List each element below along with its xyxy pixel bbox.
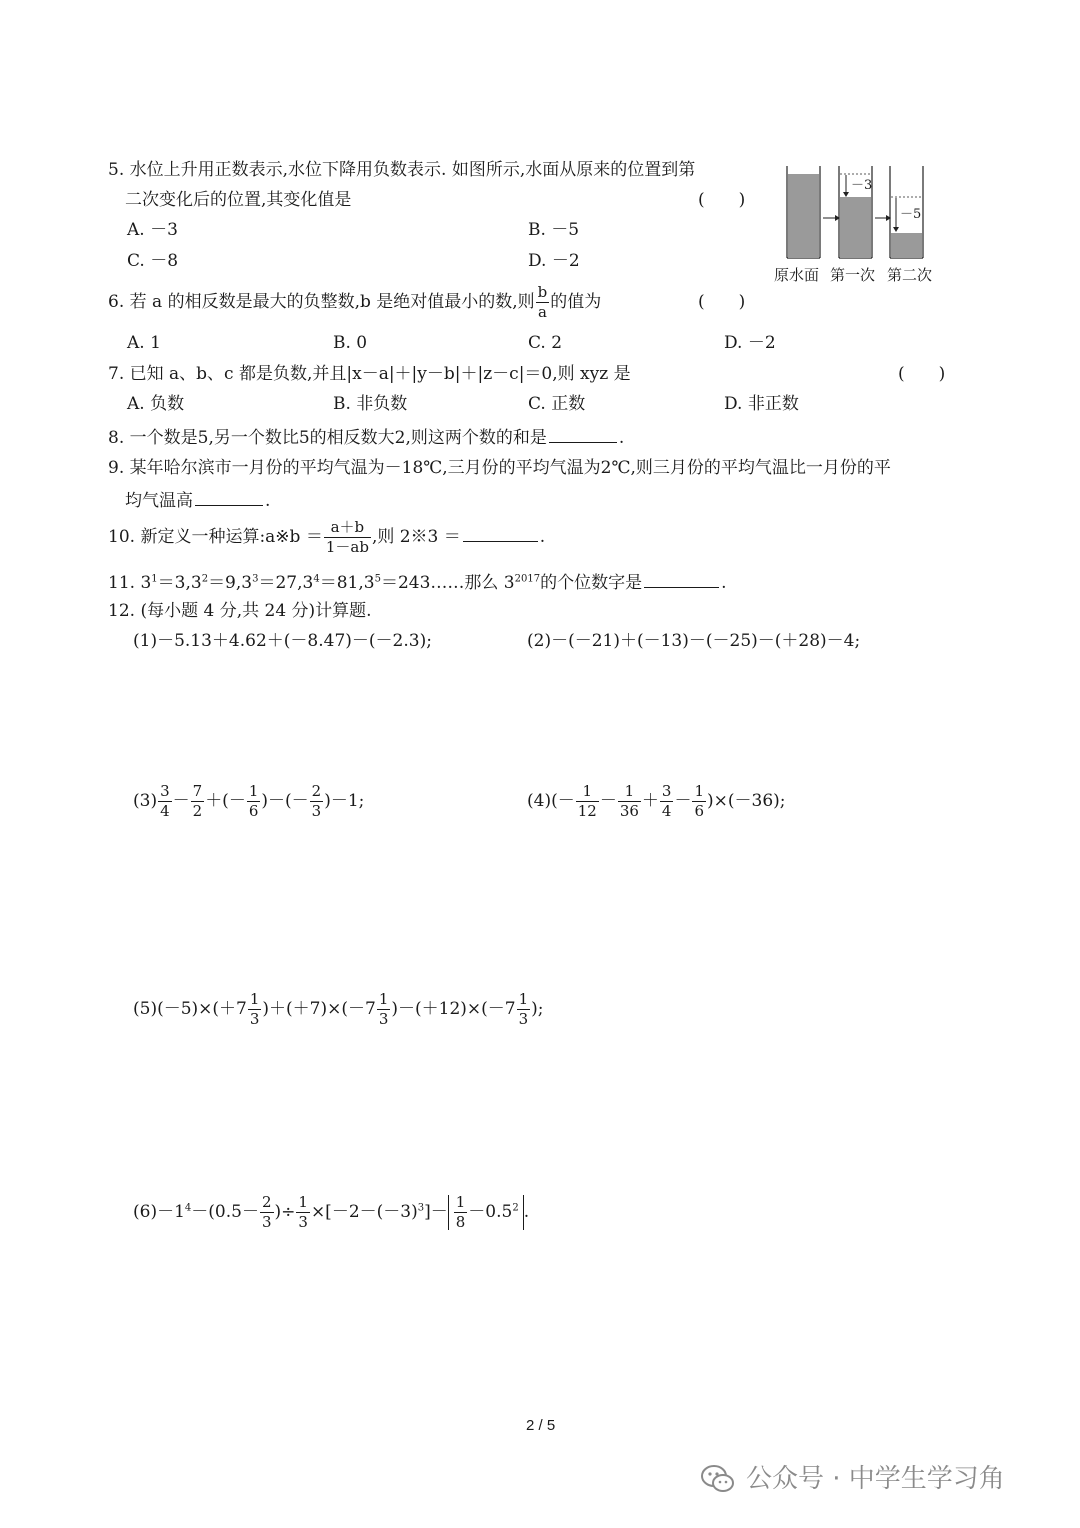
p5-frac-1 (248, 992, 262, 1027)
q6-option-d: D. －2 (724, 333, 776, 353)
q5-option-c: C. －8 (127, 251, 179, 271)
p4-frac-1 (576, 784, 599, 819)
p6-exp-2: 3 (417, 1202, 425, 1214)
p3-f3-den: 6 (248, 802, 259, 820)
figure-label-second: 第二次 (887, 266, 933, 284)
p5-text-1: (5)(－5)×(＋7 (133, 999, 247, 1019)
q12-part3 (133, 784, 364, 819)
figure-delta1: －3 (851, 178, 873, 193)
p3-frac-4 (310, 784, 324, 819)
p5-text-2: )＋(＋7)×(－7 (262, 999, 376, 1019)
q7-stem: 7. 已知 a、b、c 都是负数,并且|x－a|＋|y－b|＋|z－c|＝0,则 xyz 是 (108, 364, 631, 384)
q5-line1: 5. 水位上升用正数表示,水位下降用负数表示. 如图所示,水面从原来的位置到第 (108, 160, 696, 180)
p6-text-7: . (523, 1202, 530, 1222)
p6-f3-num: 1 (455, 1193, 466, 1211)
p5-f3-den: 3 (518, 1010, 529, 1028)
figure-delta2: －5 (900, 207, 922, 222)
q5-answer-paren: ( ) (698, 190, 746, 210)
wechat-icon (700, 1464, 736, 1494)
p4-f2-num: 1 (618, 784, 641, 802)
q11-exp-2: 2 (201, 573, 209, 585)
p6-f1-den: 3 (261, 1213, 272, 1231)
q10-stem-post: . (539, 527, 546, 547)
p5-text-4: ); (531, 999, 544, 1019)
p3-frac-3 (247, 784, 261, 819)
p4-frac-2 (618, 784, 641, 819)
q9-line1: 9. 某年哈尔滨市一月份的平均气温为－18℃,三月份的平均气温为2℃,则三月份的平均气温比一月份的平 (108, 458, 891, 478)
q10-fraction (324, 520, 371, 555)
q11-text-2: ＝3,3 (157, 573, 202, 593)
p5-frac-2 (377, 992, 391, 1027)
q6-option-a: A. 1 (127, 333, 161, 353)
q11-exp-5: 5 (374, 573, 381, 585)
figure-label-original: 原水面 (774, 266, 820, 284)
p5-f1-den: 3 (249, 1010, 260, 1028)
q11-text-6: ＝243……那么 3 (380, 573, 515, 593)
q10-answer-blank[interactable] (463, 526, 538, 542)
figure-label-first: 第一次 (830, 266, 876, 284)
q5-line2: 二次变化后的位置,其变化值是 (125, 190, 352, 210)
p3-op-3: )－(－ (261, 791, 309, 811)
q6-fraction (536, 285, 550, 320)
p3-frac-1 (158, 784, 172, 819)
q5-option-a: A. －3 (127, 220, 178, 240)
p5-text-3: )－(＋12)×(－7 (391, 999, 516, 1019)
q11-text-3: ＝9,3 (208, 573, 253, 593)
p6-text-6: －0.5 (468, 1202, 513, 1222)
p4-op-3: － (674, 791, 692, 811)
p3-f2-num: 7 (192, 782, 203, 800)
p6-exp-1: 4 (184, 1202, 192, 1214)
p3-f4-den: 3 (311, 802, 322, 820)
q10-stem (108, 520, 545, 555)
p5-f1-num: 1 (249, 990, 260, 1008)
q8-stem (108, 427, 624, 447)
p3-f1-num: 3 (160, 782, 170, 800)
p6-f2-num: 1 (298, 1193, 308, 1211)
q11-exp-1: 1 (151, 573, 158, 585)
q8-stem-pre: 8. 一个数是5,另一个数比5的相反数大2,则这两个数的和是 (108, 428, 547, 448)
q6-stem-pre: 6. 若 a 的相反数是最大的负整数,b 是绝对值最小的数,则 (108, 292, 535, 312)
q6-frac-num: b (537, 283, 548, 301)
q10-frac-den: 1－ab (325, 538, 369, 556)
p5-f3-num: 1 (518, 990, 529, 1008)
p4-f4-den: 6 (694, 802, 704, 820)
p6-exp-3: 2 (512, 1202, 519, 1214)
p4-op-4: )×(－36); (707, 791, 786, 811)
p3-f1-den: 4 (160, 802, 170, 820)
q11-answer-blank[interactable] (644, 572, 719, 588)
p3-op-4: )－1; (324, 791, 365, 811)
q12-part6 (133, 1195, 529, 1230)
p4-op-1: － (599, 791, 617, 811)
p3-op-2: ＋(－ (205, 791, 246, 811)
watermark (700, 1464, 1005, 1494)
q6-answer-paren: ( ) (698, 292, 746, 312)
p6-frac-1 (260, 1195, 274, 1230)
q5-option-d: D. －2 (528, 251, 580, 271)
p6-text-3: )÷ (274, 1202, 296, 1222)
p6-f3-den: 8 (455, 1213, 466, 1231)
q6-frac-den: a (538, 303, 547, 321)
p6-text-4: ×[－2－(－3) (310, 1202, 418, 1222)
q7-answer-paren: ( ) (898, 364, 946, 384)
water-level-figure (770, 160, 950, 290)
p4-frac-4 (692, 784, 706, 819)
q6-option-c: C. 2 (528, 333, 563, 353)
page-number: 2 / 5 (526, 1417, 556, 1434)
p4-f1-num: 1 (576, 784, 599, 802)
q11-exp-6: 2017 (514, 573, 541, 585)
q11-text-5: ＝81,3 (319, 573, 375, 593)
q12-part2: (2)－(－21)＋(－13)－(－25)－(＋28)－4; (527, 631, 861, 651)
p3-op-1: － (172, 791, 190, 811)
p6-frac-3 (454, 1195, 468, 1230)
p4-f4-num: 1 (694, 782, 704, 800)
q8-stem-post: . (618, 428, 625, 448)
p4-label: (4)(－ (527, 791, 575, 811)
q10-stem-pre: 10. 新定义一种运算:a※b ＝ (108, 527, 323, 547)
p4-f1-den: 12 (577, 802, 597, 820)
p3-f2-den: 2 (192, 802, 203, 820)
q9-answer-blank[interactable] (195, 490, 263, 506)
p6-absolute-value (448, 1195, 524, 1230)
q6-stem-post: 的值为 (550, 292, 602, 312)
p6-text-5: ]－ (424, 1202, 448, 1222)
q9-line2 (125, 490, 270, 510)
p6-frac-2 (296, 1195, 310, 1230)
p4-f3-den: 4 (661, 802, 672, 820)
q11-text-1: 11. 3 (108, 573, 152, 593)
p4-f3-num: 3 (661, 782, 672, 800)
q10-stem-mid: ,则 2※3 ＝ (371, 527, 461, 547)
p4-op-2: ＋ (641, 791, 659, 811)
q12-header: 12. (每小题 4 分,共 24 分)计算题. (108, 601, 372, 621)
q9-line2-post: . (265, 491, 271, 511)
p6-text-2: －(0.5－ (191, 1202, 259, 1222)
q11-exp-3: 3 (252, 573, 259, 585)
q12-part5 (133, 992, 544, 1027)
q12-part1: (1)－5.13＋4.62＋(－8.47)－(－2.3); (133, 631, 432, 651)
q7-option-b: B. 非负数 (333, 394, 408, 414)
q11-text-7: 的个位数字是 (540, 573, 643, 593)
q7-option-c: C. 正数 (528, 394, 586, 414)
q11-text-8: . (721, 573, 727, 593)
p6-f1-num: 2 (261, 1193, 272, 1211)
p3-f4-num: 2 (311, 782, 322, 800)
p6-text-1: (6)－1 (133, 1202, 185, 1222)
watermark-text: 公众号 · 中学生学习角 (746, 1464, 1005, 1494)
p5-f2-num: 1 (378, 990, 389, 1008)
p3-f3-num: 1 (248, 782, 259, 800)
q6-stem (108, 285, 601, 320)
q10-frac-num: a＋b (324, 520, 371, 538)
p5-f2-den: 3 (378, 1010, 389, 1028)
q8-answer-blank[interactable] (549, 427, 617, 443)
q7-option-a: A. 负数 (127, 394, 185, 414)
container-original (787, 166, 820, 258)
p3-label: (3) (133, 791, 158, 811)
q7-option-d: D. 非正数 (724, 394, 799, 414)
q9-line2-pre: 均气温高 (125, 491, 193, 511)
p3-frac-2 (191, 784, 205, 819)
q11-exp-4: 4 (313, 573, 320, 585)
q5-option-b: B. －5 (528, 220, 580, 240)
q6-option-b: B. 0 (333, 333, 368, 353)
p4-frac-3 (660, 784, 674, 819)
q11-stem (108, 572, 726, 592)
p6-f2-den: 3 (298, 1213, 308, 1231)
p4-f2-den: 36 (619, 802, 639, 820)
p5-frac-3 (517, 992, 531, 1027)
q12-part4 (527, 784, 786, 819)
q11-text-4: ＝27,3 (258, 573, 314, 593)
